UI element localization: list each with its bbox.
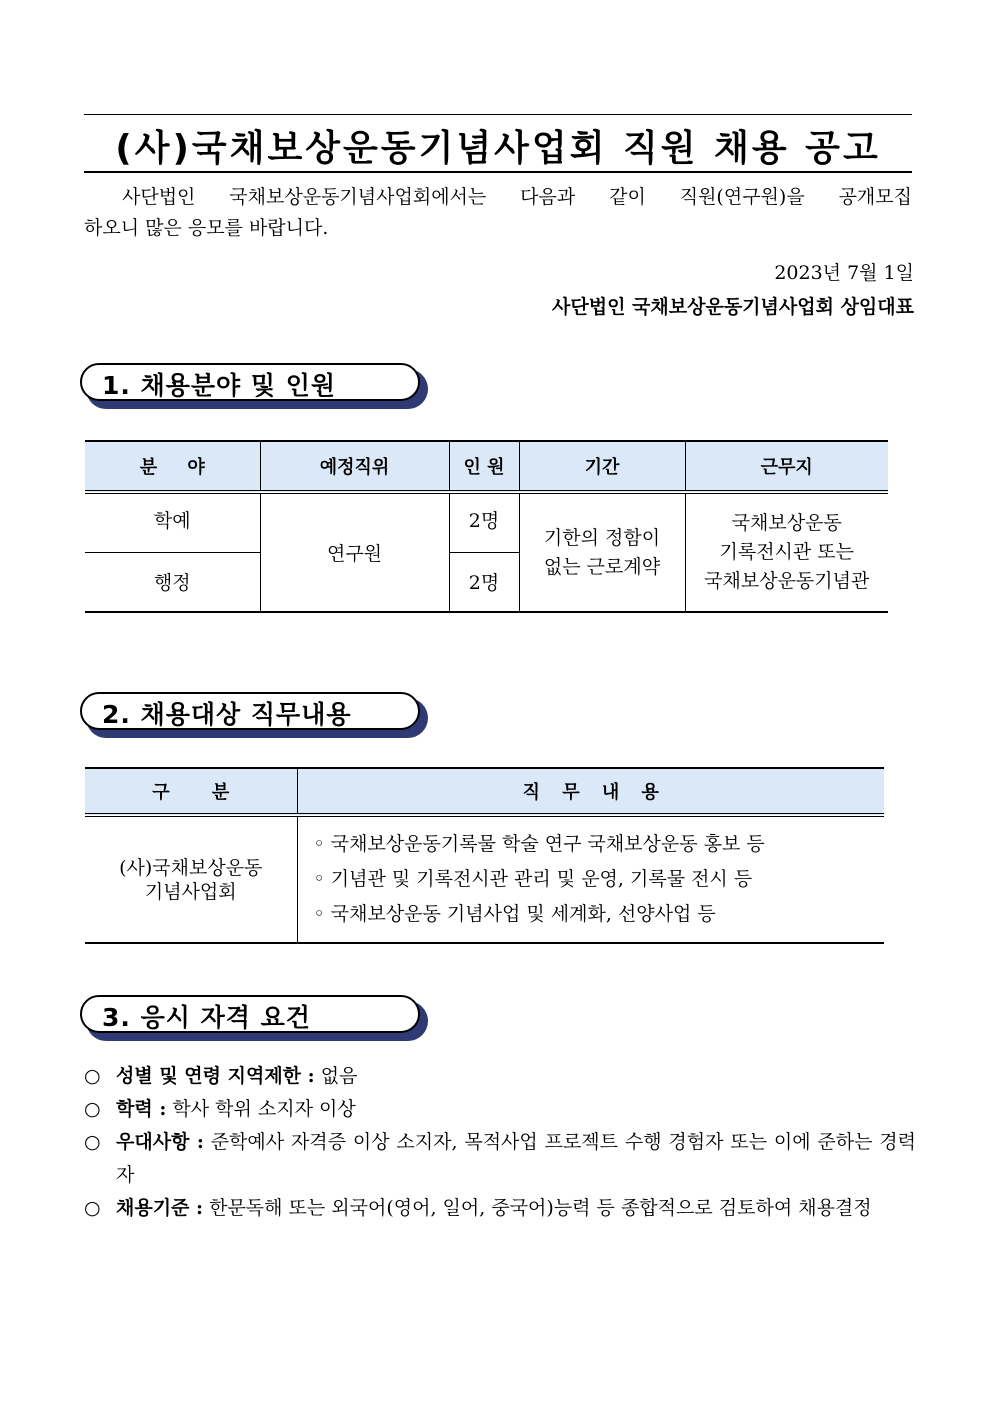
table-row — [85, 492, 888, 552]
title-top-rule — [84, 114, 912, 115]
circle-bullet-icon: ○ — [84, 1197, 101, 1219]
circle-bullet-icon: ○ — [84, 1131, 101, 1153]
requirement-text: 준학예사 자격증 이상 소지자, 목적사업 프로젝트 수행 경험자 또는 이에 준하는 경력자 — [116, 1131, 917, 1186]
duty-item: ◦ 국채보상운동 기념사업 및 세계화, 선양사업 등 — [313, 903, 716, 925]
category-line-1: (사)국채보상운동 — [119, 856, 263, 879]
header-count: 인 원 — [449, 441, 519, 492]
issuer-name: 사단법인 국채보상운동기념사업회 상임대표 — [552, 296, 914, 318]
requirements-list — [84, 1060, 916, 1225]
header-category: 구 분 — [85, 768, 297, 815]
requirement-text: 한문독해 또는 외국어(영어, 일어, 중국어)능력 등 종합적으로 검토하여 채용결정 — [203, 1197, 872, 1219]
period-line-1: 기한의 정함이 — [543, 526, 661, 549]
announcement-date: 2023년 7월 1일 — [774, 262, 914, 284]
position-cell: 연구원 — [260, 492, 449, 612]
section-3-heading — [80, 995, 426, 1037]
field-cell: 학예 — [85, 492, 260, 552]
requirement-label: 학력 : — [116, 1098, 167, 1120]
recruitment-table — [85, 440, 888, 613]
intro-line-1: 사단법인 국채보상운동기념사업회에서는 다음과 같이 직원(연구원)을 공개모집 — [122, 186, 912, 208]
circle-bullet-icon: ○ — [84, 1065, 101, 1087]
table-row — [85, 815, 884, 943]
section-2-label: 2. 채용대상 직무내용 — [102, 700, 352, 729]
requirement-label: 우대사항 : — [116, 1131, 204, 1153]
requirement-text: 학사 학위 소지자 이상 — [166, 1098, 356, 1120]
category-cell — [85, 815, 297, 943]
table-header-row — [85, 768, 884, 815]
requirement-item — [84, 1126, 916, 1192]
duty-item: ◦ 기념관 및 기록전시관 관리 및 운영, 기록물 전시 등 — [313, 868, 753, 890]
section-3-label: 3. 응시 자격 요건 — [102, 1003, 311, 1032]
section-1-label: 1. 채용분야 및 인원 — [102, 371, 337, 400]
count-cell: 2명 — [449, 492, 519, 552]
requirement-item — [84, 1093, 916, 1126]
header-location: 근무지 — [685, 441, 888, 492]
section-1-heading — [80, 363, 426, 405]
requirement-label: 성별 및 연령 지역제한 : — [116, 1065, 315, 1087]
category-line-2: 기념사업회 — [144, 880, 237, 903]
requirement-item — [84, 1060, 916, 1093]
location-line-1: 국채보상운동 — [731, 512, 842, 534]
location-cell — [685, 492, 888, 612]
period-line-2: 없는 근로계약 — [543, 555, 661, 578]
circle-bullet-icon: ○ — [84, 1098, 101, 1120]
count-cell: 2명 — [449, 552, 519, 612]
table-header-row — [85, 441, 888, 492]
title-bottom-rule — [84, 171, 912, 173]
period-cell — [519, 492, 685, 612]
header-position: 예정직위 — [260, 441, 449, 492]
header-duties: 직 무 내 용 — [297, 768, 884, 815]
page-title: (사)국채보상운동기념사업회 직원 채용 공고 — [115, 128, 881, 169]
field-cell: 행정 — [85, 552, 260, 612]
requirement-text: 없음 — [314, 1065, 358, 1087]
duties-table — [85, 767, 884, 944]
header-period: 기간 — [519, 441, 685, 492]
location-line-3: 국채보상운동기념관 — [704, 570, 870, 592]
duties-cell — [297, 815, 884, 943]
intro-paragraph — [84, 182, 912, 244]
header-field: 분 야 — [85, 441, 260, 492]
intro-line-2: 하오니 많은 응모를 바랍니다. — [84, 217, 329, 239]
location-line-2: 기록전시관 또는 — [719, 541, 855, 563]
requirement-label: 채용기준 : — [116, 1197, 204, 1219]
requirement-item — [84, 1192, 916, 1225]
duty-item: ◦ 국채보상운동기록물 학술 연구 국채보상운동 홍보 등 — [313, 833, 765, 855]
section-2-heading — [80, 692, 426, 734]
